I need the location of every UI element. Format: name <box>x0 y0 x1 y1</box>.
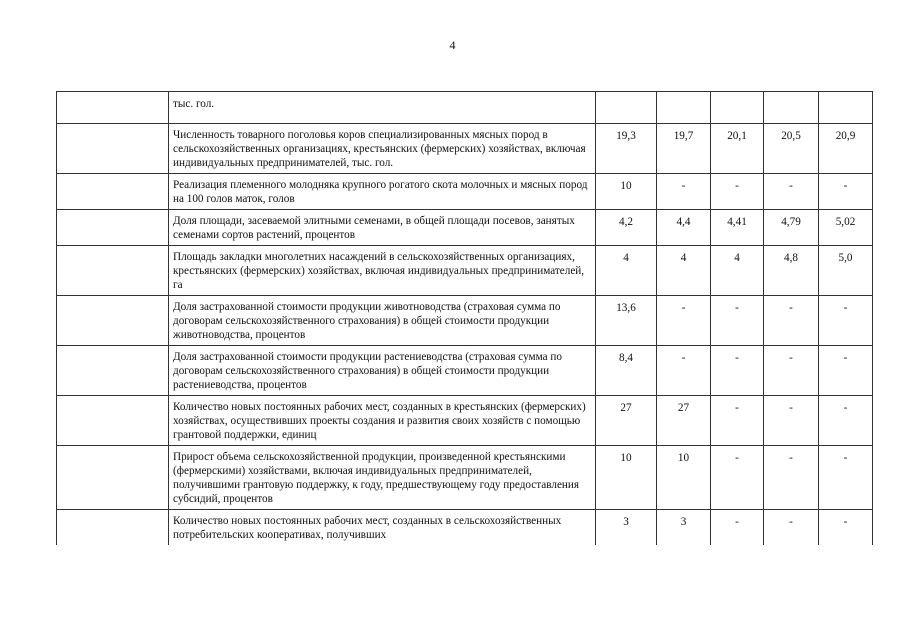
value-cell: 4,2 <box>596 210 657 246</box>
merged-left-cell <box>57 124 169 174</box>
value-cell: - <box>711 174 764 210</box>
value-cell: 27 <box>657 396 711 446</box>
value-cell: - <box>711 446 764 510</box>
value-cell: - <box>819 346 873 396</box>
indicator-cell: Численность товарного поголовья коров специализированных мясных пород в сельскохозяйственных организациях, крестьянских (фермерских) хозяйствах, включая индивидуальных предпринимателей, тыс. гол. <box>169 124 596 174</box>
value-cell: 4,79 <box>764 210 819 246</box>
merged-left-cell <box>57 210 169 246</box>
indicator-cell: Количество новых постоянных рабочих мест, созданных в сельскохозяйственных потребительских кооперативах, получивших <box>169 510 596 546</box>
value-cell: 19,7 <box>657 124 711 174</box>
table-row <box>57 510 873 546</box>
value-cell: 4 <box>711 246 764 296</box>
value-cell: 20,5 <box>764 124 819 174</box>
value-cell: - <box>657 346 711 396</box>
table-row <box>57 92 873 124</box>
value-cell: - <box>711 396 764 446</box>
value-cell: 10 <box>657 446 711 510</box>
value-cell <box>711 92 764 124</box>
indicator-cell: тыс. гол. <box>169 92 596 124</box>
value-cell: - <box>819 174 873 210</box>
table-row <box>57 174 873 210</box>
value-cell <box>657 92 711 124</box>
table-row <box>57 446 873 510</box>
indicator-cell: Реализация племенного молодняка крупного рогатого скота молочных и мясных пород на 100 голов маток, голов <box>169 174 596 210</box>
value-cell: 5,0 <box>819 246 873 296</box>
table-row <box>57 346 873 396</box>
indicator-cell: Доля площади, засеваемой элитными семенами, в общей площади посевов, занятых семенами сортов растений, процентов <box>169 210 596 246</box>
value-cell <box>764 92 819 124</box>
value-cell: - <box>711 510 764 546</box>
table-body <box>57 92 873 546</box>
value-cell: 8,4 <box>596 346 657 396</box>
value-cell: - <box>711 346 764 396</box>
value-cell: 4,41 <box>711 210 764 246</box>
indicator-cell: Доля застрахованной стоимости продукции растениеводства (страховая сумма по договорам сельскохозяйственного страхования) в общей стоимости продукции растениеводства, процентов <box>169 346 596 396</box>
table-row <box>57 246 873 296</box>
value-cell: 3 <box>596 510 657 546</box>
value-cell: 4,8 <box>764 246 819 296</box>
value-cell: 13,6 <box>596 296 657 346</box>
merged-left-cell <box>57 446 169 510</box>
indicator-cell: Количество новых постоянных рабочих мест, созданных в крестьянских (фермерских) хозяйствах, осуществивших проекты создания и развития своих хозяйств с помощью грантовой поддержки, единиц <box>169 396 596 446</box>
value-cell: - <box>819 446 873 510</box>
value-cell: 10 <box>596 174 657 210</box>
page-number: 4 <box>449 38 456 52</box>
merged-left-cell <box>57 174 169 210</box>
value-cell: - <box>657 296 711 346</box>
value-cell: 3 <box>657 510 711 546</box>
value-cell: - <box>764 346 819 396</box>
table-row <box>57 396 873 446</box>
value-cell: - <box>764 174 819 210</box>
value-cell: 19,3 <box>596 124 657 174</box>
merged-left-cell <box>57 396 169 446</box>
value-cell: 27 <box>596 396 657 446</box>
value-cell: 4,4 <box>657 210 711 246</box>
table-row <box>57 124 873 174</box>
value-cell: - <box>711 296 764 346</box>
merged-left-cell <box>57 296 169 346</box>
merged-left-cell <box>57 246 169 296</box>
merged-left-cell <box>57 346 169 396</box>
value-cell: - <box>819 510 873 546</box>
value-cell: 20,1 <box>711 124 764 174</box>
indicators-table <box>56 91 873 545</box>
value-cell <box>596 92 657 124</box>
indicator-cell: Площадь закладки многолетних насаждений в сельскохозяйственных организациях, крестьянских (фермерских) хозяйствах, включая индивидуальных предпринимателей, га <box>169 246 596 296</box>
value-cell: - <box>657 174 711 210</box>
value-cell: 10 <box>596 446 657 510</box>
value-cell: 5,02 <box>819 210 873 246</box>
value-cell: 4 <box>657 246 711 296</box>
value-cell: - <box>764 396 819 446</box>
value-cell: - <box>819 296 873 346</box>
value-cell: 20,9 <box>819 124 873 174</box>
table-row <box>57 210 873 246</box>
indicator-cell: Доля застрахованной стоимости продукции животноводства (страховая сумма по договорам сельскохозяйственного страхования) в общей стоимости продукции животноводства, процентов <box>169 296 596 346</box>
value-cell: - <box>764 510 819 546</box>
value-cell: - <box>764 446 819 510</box>
value-cell: 4 <box>596 246 657 296</box>
value-cell <box>819 92 873 124</box>
value-cell: - <box>764 296 819 346</box>
merged-left-cell <box>57 92 169 124</box>
table-row <box>57 296 873 346</box>
indicator-cell: Прирост объема сельскохозяйственной продукции, произведенной крестьянскими (фермерскими) хозяйствами, включая индивидуальных предпринимателей, получившими грантовую поддержку, к году, предшествующему году предоставления субсидий, процентов <box>169 446 596 510</box>
merged-left-cell <box>57 510 169 546</box>
value-cell: - <box>819 396 873 446</box>
